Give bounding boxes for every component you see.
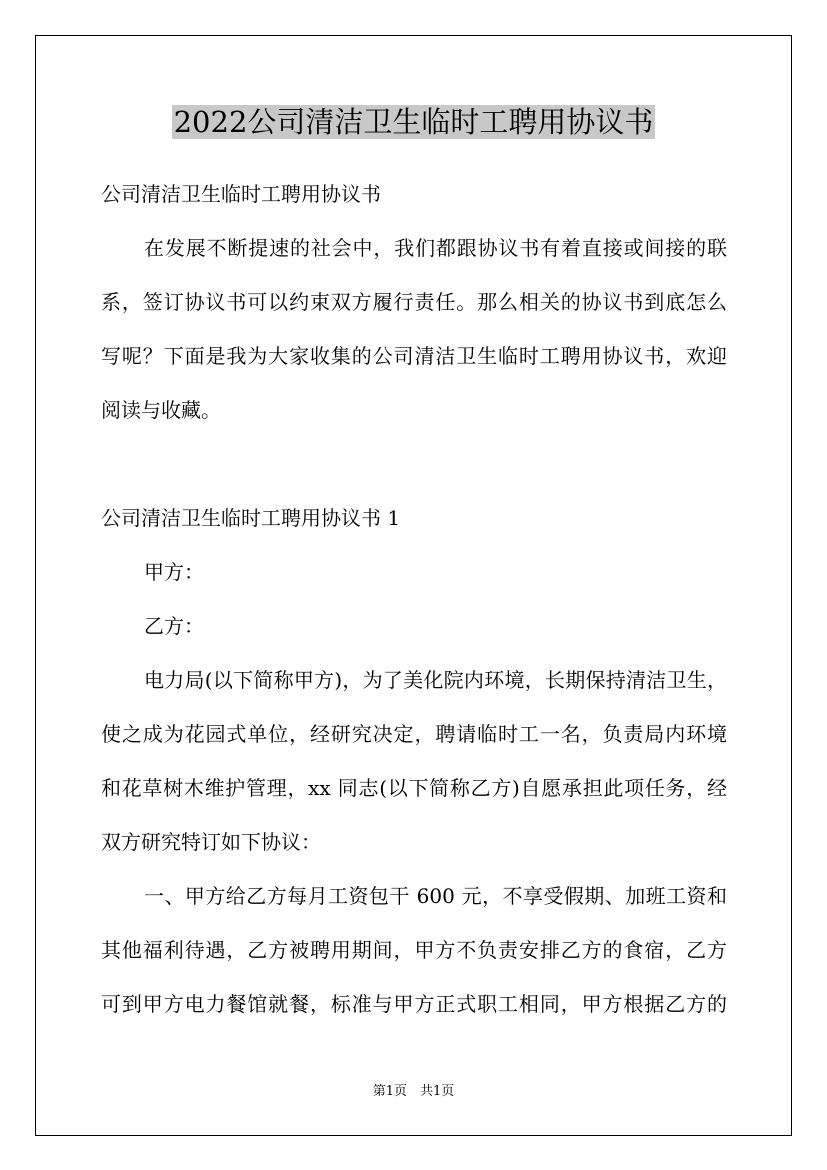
para1-line-4: 双方研究特订如下协议： <box>101 830 321 854</box>
document-title: 2022公司清洁卫生临时工聘用协议书 <box>173 105 654 139</box>
para1-line-1: 电力局(以下简称甲方)，为了美化院内环境，长期保持清洁卫生， <box>144 668 727 692</box>
intro-line-3: 写呢？下面是我为大家收集的公司清洁卫生临时工聘用协议书，欢迎 <box>101 344 727 368</box>
document-subtitle: 公司清洁卫生临时工聘用协议书 <box>101 182 381 206</box>
para2-line-3: 可到甲方电力餐馆就餐，标准与甲方正式职工相同，甲方根据乙方的 <box>101 992 727 1016</box>
party-a-label: 甲方： <box>144 560 204 584</box>
intro-line-4: 阅读与收藏。 <box>101 398 221 422</box>
party-b-label: 乙方： <box>144 614 204 638</box>
section-heading: 公司清洁卫生临时工聘用协议书 1 <box>101 506 401 530</box>
intro-line-2: 系，签订协议书可以约束双方履行责任。那么相关的协议书到底怎么 <box>101 290 727 314</box>
page-number-footer: 第1页 共1页 <box>372 1084 455 1099</box>
para1-line-2: 使之成为花园式单位，经研究决定，聘请临时工一名，负责局内环境 <box>101 722 727 746</box>
intro-line-1: 在发展不断提速的社会中，我们都跟协议书有着直接或间接的联 <box>144 236 727 260</box>
para2-line-2: 其他福利待遇，乙方被聘用期间，甲方不负责安排乙方的食宿，乙方 <box>101 938 727 962</box>
para1-line-3: 和花草树木维护管理，xx 同志(以下简称乙方)自愿承担此项任务，经 <box>101 776 727 800</box>
para2-line-1: 一、甲方给乙方每月工资包干 600 元，不享受假期、加班工资和 <box>144 884 727 908</box>
